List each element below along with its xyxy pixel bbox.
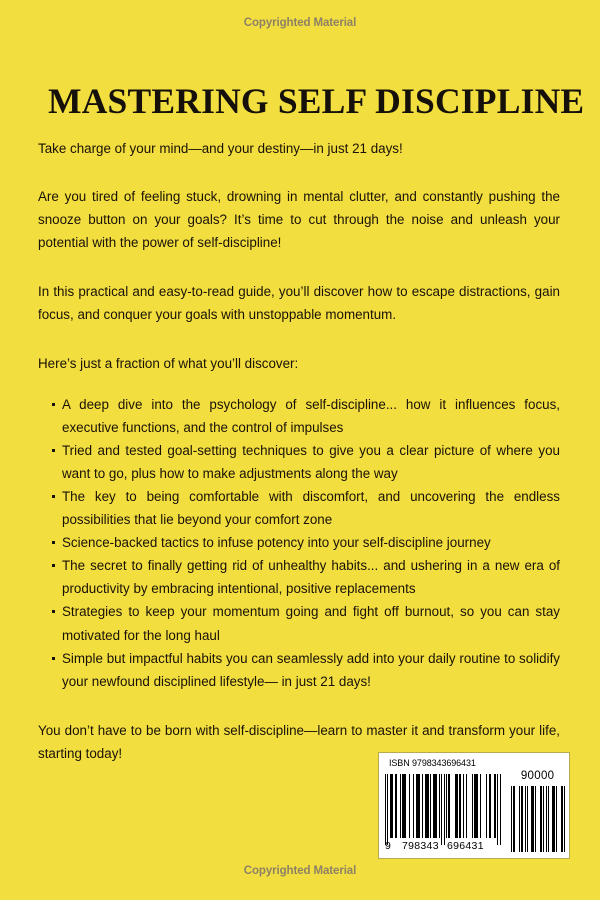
list-item: Simple but impactful habits you can seamlessly add into your daily routine to solidify your newfound disciplined lifestyle— in just 21 days! [38, 647, 560, 693]
ean13-human-readable-digits [385, 840, 501, 854]
ean13-lead-digit: 9 [385, 840, 392, 852]
list-item: Science-backed tactics to infuse potency into your self-discipline journey [38, 531, 560, 554]
ean13-barcode [385, 774, 496, 854]
bullet-list-lead-in: Here’s just a fraction of what you’ll discover: [38, 356, 299, 371]
list-item: The secret to finally getting rid of unhealthy habits... and ushering in a new era of productivity by embracing intentional, positive replacements [38, 554, 560, 600]
ean13-right-group: 696431 [447, 840, 484, 852]
description-paragraph-2: In this practical and easy-to-read guide, you’ll discover how to escape distractions, gain focus, and conquer your goals with unstoppable momentum. [38, 283, 560, 322]
book-title: MASTERING SELF DISCIPLINE [48, 81, 585, 121]
list-item: Tried and tested goal-setting techniques to give you a clear picture of where you want to go, plus how to make adjustments along the way [38, 439, 560, 485]
ean5-price-addon [510, 770, 563, 854]
closing-paragraph: You don’t have to be born with self-discipline—learn to master it and transform your life, starting today! [38, 722, 560, 761]
list-item: A deep dive into the psychology of self-discipline... how it influences focus, executive functions, and the control of impulses [38, 393, 560, 439]
barcode-row [385, 770, 563, 854]
isbn-barcode-block [378, 752, 570, 859]
ean13-left-group: 798343 [402, 840, 439, 852]
ean13-bars-graphic [385, 774, 501, 838]
price-addon-value: 90000 [520, 770, 555, 782]
copyrighted-material-top-watermark: Copyrighted Material [243, 17, 357, 29]
description-paragraph-1: Are you tired of feeling stuck, drowning in mental clutter, and constantly pushing the snooze button on your goals? It’s time to cut through the noise and unleash your potential with the power of self-discipline! [38, 188, 560, 250]
feature-bullet-list [38, 393, 560, 693]
back-cover-copy [38, 81, 585, 778]
ean5-bars-graphic [510, 786, 566, 852]
copyrighted-material-bottom-watermark: Copyrighted Material [243, 865, 357, 877]
list-item: Strategies to keep your momentum going and fight off burnout, so you can stay motivated for the long haul [38, 600, 560, 646]
book-tagline: Take charge of your mind—and your destiny—in just 21 days! [38, 141, 403, 157]
list-item: The key to being comfortable with discomfort, and uncovering the endless possibilities that lie beyond your comfort zone [38, 485, 560, 531]
isbn-label: ISBN 9798343696431 [389, 758, 476, 768]
